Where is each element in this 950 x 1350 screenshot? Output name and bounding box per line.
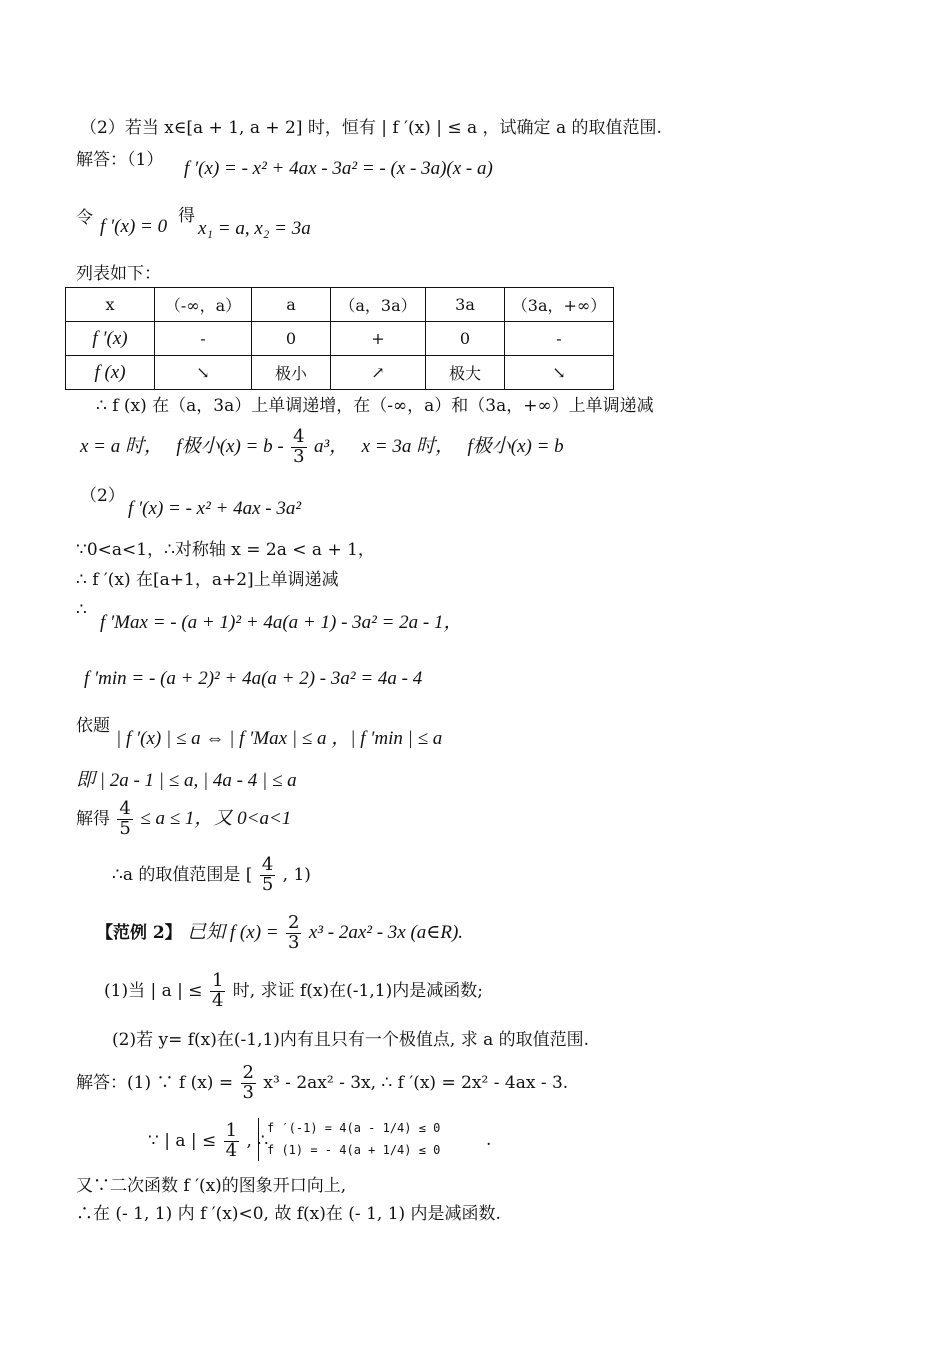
abs-label: ∵ | a | ≤: [148, 1130, 217, 1151]
a-cubed: a³，: [313, 435, 349, 457]
table-cell: （-∞，a）: [155, 288, 252, 322]
derivative-part2: f ′(x) = - x² + 4ax - 3a²: [128, 498, 302, 519]
final-conclusion: ∴在 (- 1, 1) 内 f ′(x)<0, 故 f(x)在 (- 1, 1) 内是减函数.: [76, 1204, 501, 1224]
max-value: f极小(x) = b: [467, 435, 564, 457]
range-result-line: [112, 856, 311, 895]
table-cell: ↘: [155, 356, 252, 390]
answer-start: 解答：(1) ∵ f (x) =: [76, 1072, 234, 1093]
fraction: $\frac{1}{4}$: [211, 970, 224, 1011]
example2-function-rest: x³ - 2ax² - 3x (a∈R).: [308, 921, 464, 943]
therefore-symbol: ∴: [76, 600, 87, 620]
table-row: [66, 356, 614, 390]
f-max-formula: f ′Max = - (a + 1)² + 4a(a + 1) - 3a² = 2a - 1，: [100, 612, 463, 633]
fraction: $\frac{2}{3}$: [242, 1062, 254, 1103]
table-row: [66, 322, 614, 356]
system-line-2: f (1) = - 4(a + 1/4) ≤ 0: [267, 1142, 441, 1157]
table-cell: x: [66, 288, 155, 322]
example2-heading: 【范例 2】: [96, 922, 182, 943]
part2-label: （2）: [80, 486, 125, 506]
q1-claim: 时, 求证 f(x)在(-1,1)内是减函数;: [232, 980, 483, 1001]
table-cell: 0: [252, 322, 331, 356]
condition-equivalence: | f ′(x) | ≤ a ⇔ | f ′Max | ≤ a ，| f ′min | ≤ a: [116, 728, 443, 749]
system-line-1: f ′(-1) = 4(a - 1/4) ≤ 0: [267, 1121, 441, 1135]
solution-range: ≤ a ≤ 1，又 0<a<1: [140, 807, 292, 829]
inequalities: 即 | 2a - 1 | ≤ a, | 4a - 4 | ≤ a: [76, 770, 297, 791]
inequality-system: [258, 1118, 440, 1161]
answer-label: 解答：（1）: [76, 150, 164, 170]
system-end: .: [486, 1130, 492, 1150]
example2-q2: (2)若 y= f(x)在(-1,1)内有且只有一个极值点, 求 a 的取值范围.: [112, 1030, 590, 1050]
x-equals-a: x = a 时，: [80, 435, 164, 457]
range-end: , 1): [282, 864, 311, 885]
solution-line: [76, 800, 291, 839]
abs-condition: [148, 1122, 268, 1161]
get-label: 得: [178, 206, 195, 226]
table-cell: 极小: [252, 356, 331, 390]
table-cell: f ′(x): [66, 322, 155, 356]
answer-derivative: x³ - 2ax² - 3x, ∴ f ′(x) = 2x² - 4ax - 3.: [263, 1072, 569, 1093]
table-cell: （a，3a）: [331, 288, 426, 322]
example2-line: [96, 914, 463, 953]
table-row: [66, 288, 614, 322]
decreasing-interval: ∴ f ′(x) 在[a+1，a+2]上单调递减: [76, 570, 339, 590]
by-condition-label: 依题: [76, 716, 110, 736]
parabola-note: 又∵二次函数 f ′(x)的图象开口向上,: [76, 1176, 347, 1196]
fraction: $\frac{4}{5}$: [119, 798, 131, 839]
symmetry-axis: ∵0<a<1，∴对称轴 x = 2a < a + 1，: [76, 540, 375, 560]
table-cell: （3a，+∞）: [505, 288, 614, 322]
q1-condition: (1)当 | a | ≤: [104, 980, 203, 1001]
table-cell: 3a: [426, 288, 505, 322]
table-cell: -: [155, 322, 252, 356]
table-cell: a: [252, 288, 331, 322]
fraction: $\frac{4}{5}$: [261, 854, 274, 895]
example2-function: 已知 f (x) =: [187, 921, 279, 943]
example2-answer: [76, 1064, 568, 1103]
example2-q1: [104, 972, 483, 1011]
fraction: $\frac{2}{3}$: [288, 912, 300, 953]
part2-question: （2）若当 x∈[a + 1, a + 2] 时，恒有 | f ′(x) | ≤ a ，试确定 a 的取值范围.: [80, 118, 662, 138]
extreme-values-line: [80, 428, 564, 467]
abs-therefore: , ∴: [246, 1130, 269, 1151]
fraction: $\frac{1}{4}$: [225, 1120, 238, 1161]
solve-label: 解得: [76, 808, 110, 829]
table-cell: +: [331, 322, 426, 356]
table-cell: -: [505, 322, 614, 356]
table-intro: 列表如下：: [76, 264, 161, 284]
range-label: ∴a 的取值范围是 [: [112, 864, 253, 885]
monotonic-conclusion: ∴ f (x) 在（a，3a）上单调递增，在（-∞，a）和（3a，+∞）上单调递减: [96, 396, 654, 416]
let-label: 令: [76, 208, 93, 228]
fraction: $\frac{4}{3}$: [293, 426, 305, 467]
x-equals-3a: x = 3a 时，: [361, 435, 455, 457]
sign-table: [65, 287, 614, 390]
derivative-zero: f ′(x) = 0: [100, 216, 168, 237]
min-value-label: f极小(x) = b -: [176, 435, 284, 457]
table-cell: ↘: [505, 356, 614, 390]
f-min-formula: f ′min = - (a + 2)² + 4a(a + 2) - 3a² = 4a - 4: [84, 668, 423, 689]
roots: x₁ = a, x₂ = 3a: [198, 218, 311, 239]
table-cell: ↗: [331, 356, 426, 390]
derivative-formula: f ′(x) = - x² + 4ax - 3a² = - (x - 3a)(x - a): [184, 158, 493, 179]
table-cell: f (x): [66, 356, 155, 390]
table-cell: 0: [426, 322, 505, 356]
table-cell: 极大: [426, 356, 505, 390]
